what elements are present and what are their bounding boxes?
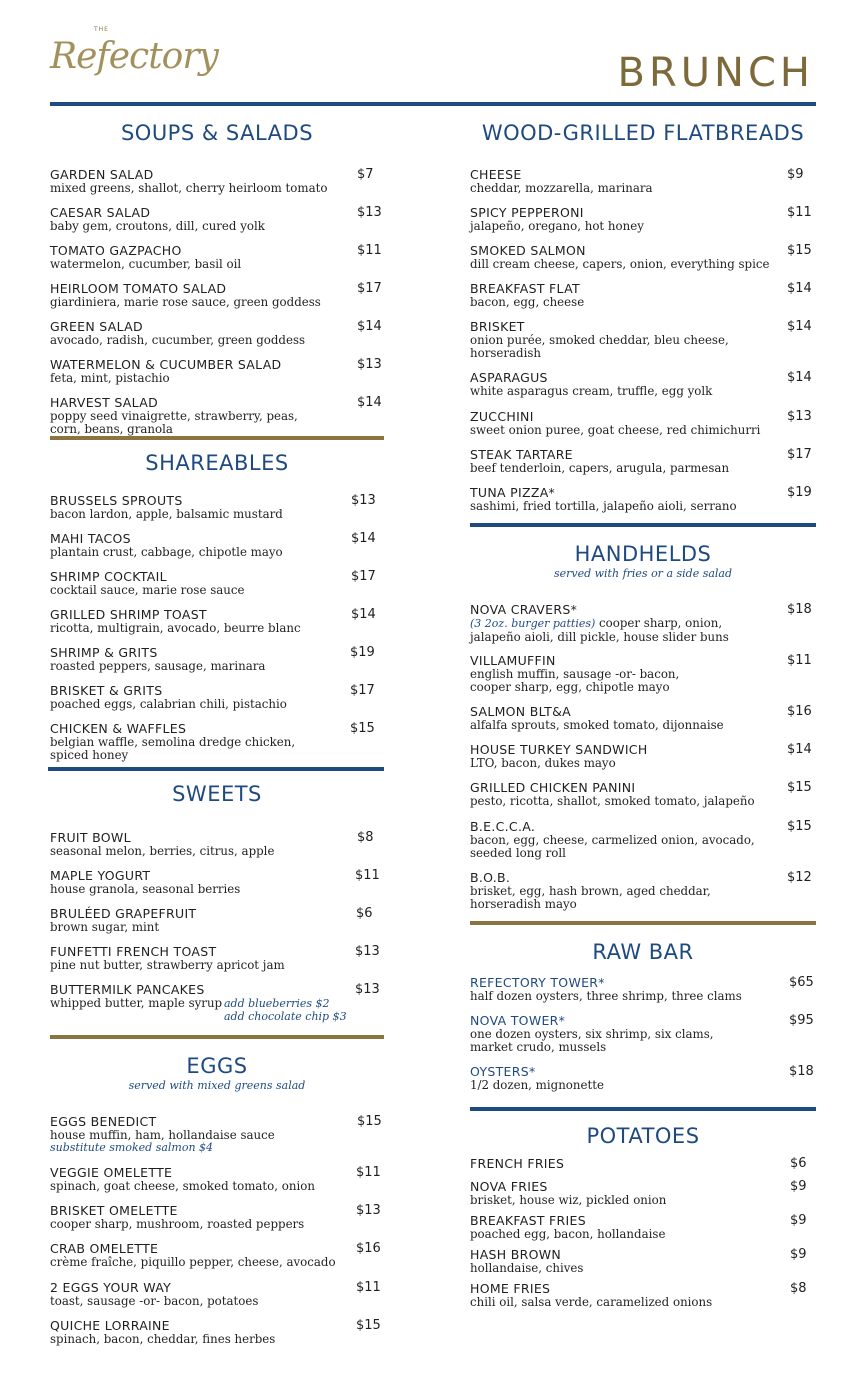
item-name: GRILLED CHICKEN PANINI xyxy=(470,780,636,795)
menu-item xyxy=(470,282,816,320)
section-divider xyxy=(470,1107,816,1111)
menu-item xyxy=(470,410,816,448)
item-name: GARDEN SALAD xyxy=(50,167,154,182)
item-name: NOVA FRIES xyxy=(470,1179,548,1194)
item-desc: avocado, radish, cucumber, green goddess xyxy=(50,333,306,347)
menu-item xyxy=(50,1242,384,1281)
item-price: $95 xyxy=(789,1013,814,1028)
item-name: HARVEST SALAD xyxy=(50,395,158,410)
item-price: $15 xyxy=(787,780,812,795)
item-name: SPICY PEPPERONI xyxy=(470,205,584,220)
item-price: $8 xyxy=(357,830,374,845)
section-sweets xyxy=(50,781,384,1035)
menu-item xyxy=(50,1281,384,1319)
section-soups-salads xyxy=(50,120,384,436)
item-name: BRISKET OMELETTE xyxy=(50,1203,178,1218)
item-desc: jalapeño, oregano, hot honey xyxy=(470,219,644,233)
item-name: HASH BROWN xyxy=(470,1247,562,1262)
item-price: $18 xyxy=(787,602,812,617)
menu-item xyxy=(470,1248,816,1282)
item-note: substitute smoked salmon $4 xyxy=(50,1140,214,1154)
item-desc: spiced honey xyxy=(50,747,129,762)
item-name: FRUIT BOWL xyxy=(50,830,131,845)
item-note: (3 2oz. burger patties) xyxy=(470,617,596,630)
item-desc: spinach, bacon, cheddar, fines herbes xyxy=(50,1332,276,1346)
right-column xyxy=(470,110,816,1312)
item-desc: brown sugar, mint xyxy=(50,920,160,934)
item-desc: cooper sharp, mushroom, roasted peppers xyxy=(50,1217,305,1231)
item-name: TOMATO GAZPACHO xyxy=(50,243,182,258)
item-price: $13 xyxy=(355,982,380,997)
item-desc: brisket, house wiz, pickled onion xyxy=(470,1193,667,1207)
item-name: EGGS BENEDICT xyxy=(50,1114,157,1129)
item-name: NOVA TOWER* xyxy=(470,1013,566,1028)
item-price: $8 xyxy=(790,1281,807,1296)
item-name: B.O.B. xyxy=(470,870,511,885)
menu-item xyxy=(50,1115,384,1166)
item-price: $6 xyxy=(790,1156,807,1171)
item-name: ZUCCHINI xyxy=(470,409,534,424)
menu-item xyxy=(50,206,384,244)
item-desc: white asparagus cream, truffle, egg yolk xyxy=(470,384,713,398)
item-desc: brisket, egg, hash brown, aged cheddar, xyxy=(470,884,711,898)
item-price: $13 xyxy=(356,1203,381,1218)
item-desc: one dozen oysters, six shrimp, six clams, xyxy=(470,1027,714,1041)
menu-item xyxy=(470,743,816,781)
item-price: $14 xyxy=(351,531,376,546)
item-name: VILLAMUFFIN xyxy=(470,653,556,668)
item-price: $9 xyxy=(790,1247,807,1262)
item-price: $19 xyxy=(350,645,375,660)
menu-item xyxy=(470,1065,816,1107)
item-price: $14 xyxy=(787,281,812,296)
item-name: GREEN SALAD xyxy=(50,319,143,334)
menu-item xyxy=(470,1214,816,1248)
addon-blueberries: add blueberries $2 xyxy=(224,997,330,1010)
item-price: $19 xyxy=(787,485,812,500)
item-name: BREAKFAST FLAT xyxy=(470,281,580,296)
item-price: $14 xyxy=(787,370,812,385)
item-desc: house granola, seasonal berries xyxy=(50,882,241,896)
item-name: REFECTORY TOWER* xyxy=(470,975,605,990)
item-desc: belgian waffle, semolina dredge chicken, xyxy=(50,735,296,749)
item-price: $11 xyxy=(787,653,812,668)
menu-item xyxy=(470,168,816,206)
item-desc: onion purée, smoked cheddar, bleu cheese, xyxy=(470,333,729,347)
item-desc: seasonal melon, berries, citrus, apple xyxy=(50,844,275,858)
section-raw-bar xyxy=(470,939,816,1107)
item-desc: feta, mint, pistachio xyxy=(50,371,170,385)
item-desc: half dozen oysters, three shrimp, three clams xyxy=(470,989,742,1003)
menu-item xyxy=(50,244,384,282)
menu-item xyxy=(50,831,384,869)
item-name: CAESAR SALAD xyxy=(50,205,151,220)
item-price: $14 xyxy=(787,742,812,757)
item-price: $17 xyxy=(350,683,375,698)
menu-item xyxy=(50,684,384,722)
item-name: MAPLE YOGURT xyxy=(50,868,151,883)
item-price: $13 xyxy=(787,409,812,424)
item-price: $14 xyxy=(787,319,812,334)
menu-item xyxy=(50,722,384,767)
item-desc: cooper sharp, egg, chipotle mayo xyxy=(470,679,670,694)
item-price: $11 xyxy=(356,1280,381,1295)
section-flatbreads xyxy=(470,120,816,523)
menu-item xyxy=(470,976,816,1014)
menu-item xyxy=(50,608,384,646)
item-desc: cocktail sauce, marie rose sauce xyxy=(50,583,245,597)
section-divider xyxy=(48,767,384,771)
item-name: SMOKED SALMON xyxy=(470,243,586,258)
item-desc: poached egg, bacon, hollandaise xyxy=(470,1227,666,1241)
item-desc: horseradish mayo xyxy=(470,896,577,911)
page-title: BRUNCH xyxy=(617,50,814,96)
menu-item xyxy=(50,532,384,570)
item-price: $13 xyxy=(357,357,382,372)
item-desc-line xyxy=(470,617,816,631)
item-name: 2 EGGS YOUR WAY xyxy=(50,1280,172,1295)
item-price: $18 xyxy=(789,1064,814,1079)
item-name: BRISKET & GRITS xyxy=(50,683,163,698)
item-price: $15 xyxy=(356,1318,381,1333)
item-price: $17 xyxy=(351,569,376,584)
item-name: HOUSE TURKEY SANDWICH xyxy=(470,742,648,757)
item-desc: roasted peppers, sausage, marinara xyxy=(50,659,266,673)
item-name: OYSTERS* xyxy=(470,1064,536,1079)
item-name: CHICKEN & WAFFLES xyxy=(50,721,187,736)
item-name: BUTTERMILK PANCAKES xyxy=(50,982,205,997)
item-price: $15 xyxy=(357,1114,382,1129)
item-price: $15 xyxy=(350,721,375,736)
item-name: GRILLED SHRIMP TOAST xyxy=(50,607,207,622)
section-handhelds xyxy=(470,541,816,921)
section-subtitle: served with fries or a side salad xyxy=(553,567,733,580)
section-title: HANDHELDS xyxy=(574,542,712,566)
item-name: B.E.C.C.A. xyxy=(470,819,536,834)
menu-item xyxy=(50,907,384,945)
item-price: $14 xyxy=(357,319,382,334)
menu-item xyxy=(470,603,816,654)
item-name: QUICHE LORRAINE xyxy=(50,1318,170,1333)
refectory-logo xyxy=(50,24,218,104)
section-title: POTATOES xyxy=(586,1124,700,1148)
item-name: VEGGIE OMELETTE xyxy=(50,1165,173,1180)
item-name: HEIRLOOM TOMATO SALAD xyxy=(50,281,227,296)
item-price: $17 xyxy=(357,281,382,296)
item-desc: chili oil, salsa verde, caramelized onions xyxy=(470,1295,713,1309)
item-desc: english muffin, sausage -or- bacon, xyxy=(470,667,680,681)
menu-item xyxy=(470,1157,816,1180)
menu-item xyxy=(470,871,816,921)
item-name: SHRIMP COCKTAIL xyxy=(50,569,167,584)
menu-item xyxy=(470,820,816,871)
item-price: $12 xyxy=(787,870,812,885)
item-price: $6 xyxy=(356,906,373,921)
item-desc: bacon, egg, cheese, carmelized onion, avocado, xyxy=(470,833,755,847)
item-desc: 1/2 dozen, mignonette xyxy=(470,1078,604,1092)
section-title: SHAREABLES xyxy=(145,451,289,475)
menu-item xyxy=(470,1282,816,1312)
section-title: RAW BAR xyxy=(592,940,694,964)
menu-item xyxy=(50,1319,384,1349)
section-eggs xyxy=(50,1053,384,1349)
menu-item xyxy=(50,945,384,983)
section-potatoes xyxy=(470,1123,816,1312)
logo-script-text: Refectory xyxy=(50,36,218,77)
menu-item xyxy=(50,494,384,532)
item-name: BRISKET xyxy=(470,319,525,334)
item-price: $11 xyxy=(357,243,382,258)
item-desc: corn, beans, granola xyxy=(50,421,173,436)
menu-item xyxy=(470,206,816,244)
item-desc: mixed greens, shallot, cherry heirloom tomato xyxy=(50,181,328,195)
item-price: $65 xyxy=(789,975,814,990)
item-desc: poppy seed vinaigrette, strawberry, peas, xyxy=(50,409,298,423)
item-desc: sashimi, fried tortilla, jalapeño aioli, serrano xyxy=(470,499,737,513)
section-title: WOOD-GRILLED FLATBREADS xyxy=(481,121,805,145)
item-price: $11 xyxy=(356,1165,381,1180)
item-desc: toast, sausage -or- bacon, potatoes xyxy=(50,1294,259,1308)
item-price: $9 xyxy=(787,167,804,182)
item-name: SALMON BLT&A xyxy=(470,704,571,719)
item-desc: bacon, egg, cheese xyxy=(470,295,585,309)
item-price: $15 xyxy=(787,243,812,258)
menu-item xyxy=(50,1204,384,1242)
item-desc: bacon lardon, apple, balsamic mustard xyxy=(50,507,283,521)
item-desc: jalapeño aioli, dill pickle, house slider buns xyxy=(470,629,729,644)
menu-item xyxy=(470,781,816,820)
section-title: EGGS xyxy=(186,1054,248,1078)
item-price: $7 xyxy=(357,167,374,182)
menu-item xyxy=(470,654,816,705)
section-title: SOUPS & SALADS xyxy=(120,121,314,145)
menu-item xyxy=(50,168,384,206)
item-desc: cheddar, mozzarella, marinara xyxy=(470,181,653,195)
menu-item xyxy=(50,396,384,436)
logo-the-text: THE xyxy=(94,26,109,33)
item-desc: pesto, ricotta, shallot, smoked tomato, jalapeño xyxy=(470,794,755,808)
item-desc: LTO, bacon, dukes mayo xyxy=(470,756,616,770)
item-desc: giardiniera, marie rose sauce, green goddess xyxy=(50,295,321,309)
menu-item xyxy=(50,983,384,1035)
section-subtitle: served with mixed greens salad xyxy=(128,1079,306,1092)
item-desc: seeded long roll xyxy=(470,845,566,860)
menu-item xyxy=(50,1166,384,1204)
item-name: ASPARAGUS xyxy=(470,370,548,385)
item-price: $16 xyxy=(356,1241,381,1256)
item-price: $11 xyxy=(787,205,812,220)
menu-item xyxy=(470,448,816,486)
left-column xyxy=(50,110,384,1349)
item-name: HOME FRIES xyxy=(470,1281,551,1296)
item-price: $11 xyxy=(355,868,380,883)
menu-item xyxy=(470,320,816,371)
menu-item xyxy=(50,320,384,358)
item-name: NOVA CRAVERS* xyxy=(470,602,578,617)
item-name: BRUSSELS SPROUTS xyxy=(50,493,183,508)
item-name: MAHI TACOS xyxy=(50,531,131,546)
item-name: CRAB OMELETTE xyxy=(50,1241,159,1256)
menu-item xyxy=(470,705,816,743)
item-price: $9 xyxy=(790,1213,807,1228)
item-name: STEAK TARTARE xyxy=(470,447,573,462)
menu-item xyxy=(470,244,816,282)
item-desc: baby gem, croutons, dill, cured yolk xyxy=(50,219,265,233)
section-divider xyxy=(50,436,384,440)
item-name: BRULÉED GRAPEFRUIT xyxy=(50,906,197,921)
item-price: $14 xyxy=(351,607,376,622)
item-price: $16 xyxy=(787,704,812,719)
menu-item xyxy=(50,869,384,907)
menu-item xyxy=(50,358,384,396)
item-desc: spinach, goat cheese, smoked tomato, onion xyxy=(50,1179,315,1193)
item-desc: horseradish xyxy=(470,345,542,360)
item-desc: sweet onion puree, goat cheese, red chimichurri xyxy=(470,423,761,437)
item-desc: market crudo, mussels xyxy=(470,1039,607,1054)
item-price: $13 xyxy=(351,493,376,508)
item-name: BREAKFAST FRIES xyxy=(470,1213,586,1228)
item-name: CHEESE xyxy=(470,167,522,182)
item-desc: pine nut butter, strawberry apricot jam xyxy=(50,958,285,972)
item-desc: poached eggs, calabrian chili, pistachio xyxy=(50,697,287,711)
item-price: $13 xyxy=(355,944,380,959)
item-desc: ricotta, multigrain, avocado, beurre blanc xyxy=(50,621,301,635)
item-name: TUNA PIZZA* xyxy=(470,485,556,500)
section-divider xyxy=(50,1035,384,1039)
menu-item xyxy=(470,486,816,523)
item-name: FUNFETTI FRENCH TOAST xyxy=(50,944,217,959)
menu-item xyxy=(50,282,384,320)
item-price: $14 xyxy=(357,395,382,410)
item-name: WATERMELON & CUCUMBER SALAD xyxy=(50,357,282,372)
item-desc: dill cream cheese, capers, onion, everything spice xyxy=(470,257,770,271)
item-desc: hollandaise, chives xyxy=(470,1261,584,1275)
item-name: FRENCH FRIES xyxy=(470,1156,565,1171)
item-price: $9 xyxy=(790,1179,807,1194)
item-desc: house muffin, ham, hollandaise sauce xyxy=(50,1128,275,1142)
item-desc: crème fraîche, piquillo pepper, cheese, avocado xyxy=(50,1255,336,1269)
addon-chocolate-chip: add chocolate chip $3 xyxy=(224,1010,347,1023)
menu-item xyxy=(470,1180,816,1214)
section-divider xyxy=(470,523,816,527)
item-name: SHRIMP & GRITS xyxy=(50,645,158,660)
item-desc: alfalfa sprouts, smoked tomato, dijonnaise xyxy=(470,718,724,732)
menu-item xyxy=(50,646,384,684)
item-price: $13 xyxy=(357,205,382,220)
item-desc: beef tenderloin, capers, arugula, parmesan xyxy=(470,461,730,475)
section-shareables xyxy=(50,450,384,767)
section-divider xyxy=(470,921,816,925)
item-desc: cooper sharp, onion, xyxy=(595,616,723,630)
menu-item xyxy=(470,1014,816,1065)
menu-item xyxy=(470,371,816,410)
header-divider xyxy=(50,102,816,106)
item-price: $17 xyxy=(787,447,812,462)
item-desc: whipped butter, maple syrup xyxy=(50,996,223,1010)
item-price: $15 xyxy=(787,819,812,834)
item-desc: plantain crust, cabbage, chipotle mayo xyxy=(50,545,283,559)
menu-item xyxy=(50,570,384,608)
item-desc: watermelon, cucumber, basil oil xyxy=(50,257,242,271)
section-title: SWEETS xyxy=(172,782,262,806)
